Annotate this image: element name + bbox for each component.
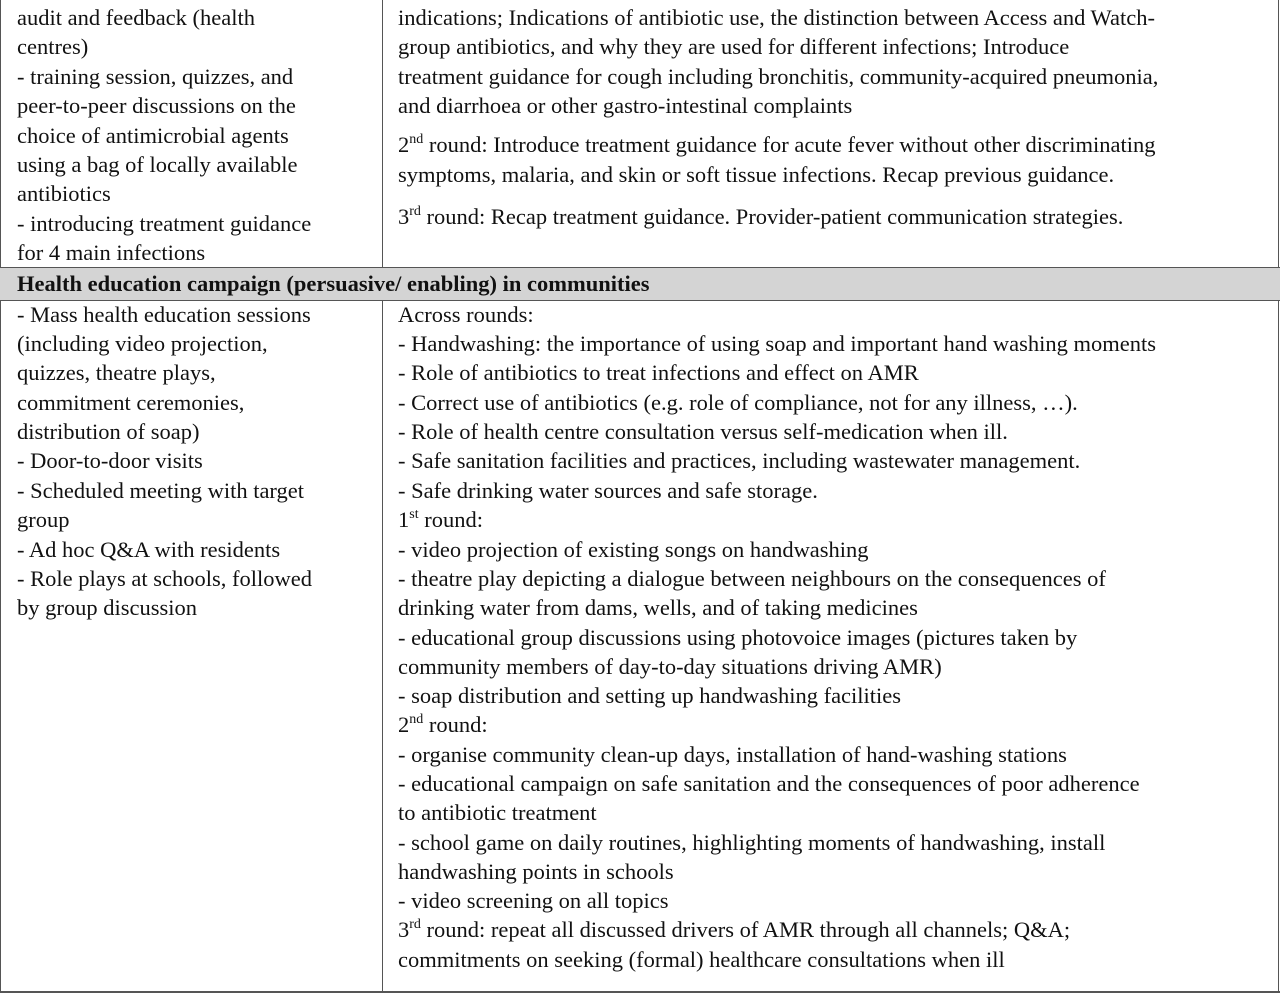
cell-text-line: commitments on seeking (formal) healthcare consultations when ill xyxy=(398,947,1005,972)
cell-text-line: group xyxy=(17,507,70,532)
table-left-border xyxy=(0,0,1,993)
round-2-heading xyxy=(398,710,488,740)
round-ordinal-suffix: nd xyxy=(409,132,424,147)
cell-text-line: audit and feedback (health xyxy=(17,5,256,30)
cell-text-line: choice of antimicrobial agents xyxy=(17,123,289,148)
round-ordinal-suffix: st xyxy=(409,507,419,522)
round-label: round: xyxy=(418,507,483,532)
round-ordinal-suffix: rd xyxy=(409,204,421,219)
column-divider xyxy=(382,0,383,268)
cell-text-line: - Ad hoc Q&A with residents xyxy=(17,537,281,562)
cell-text-line: - educational group discussions using photovoice images (pictures taken by xyxy=(398,625,1078,650)
round-2-line xyxy=(398,130,1156,160)
round-text: round: Introduce treatment guidance for acute fever without other discriminating xyxy=(423,132,1156,157)
cell-text-line: - Safe drinking water sources and safe storage. xyxy=(398,478,818,503)
cell-text-line: by group discussion xyxy=(17,595,197,620)
round-3-line xyxy=(398,915,1070,945)
cell-text-line: - Role of antibiotics to treat infections and effect on AMR xyxy=(398,360,919,385)
cell-text-line: antibiotics xyxy=(17,181,111,206)
cell-text-line: centres) xyxy=(17,34,89,59)
cell-text-line: peer-to-peer discussions on the xyxy=(17,93,296,118)
cell-text-line: - organise community clean-up days, installation of hand-washing stations xyxy=(398,742,1067,767)
table-bottom-border xyxy=(0,991,1280,993)
cell-text-line: indications; Indications of antibiotic use, the distinction between Access and Watch- xyxy=(398,5,1155,30)
cell-text-line: to antibiotic treatment xyxy=(398,800,597,825)
cell-text-line: and diarrhoea or other gastro-intestinal complaints xyxy=(398,93,853,118)
cell-text-line: handwashing points in schools xyxy=(398,859,674,884)
cell-text-line: treatment guidance for cough including bronchitis, community-acquired pneumonia, xyxy=(398,64,1159,89)
cell-text-line: - video projection of existing songs on handwashing xyxy=(398,537,869,562)
cell-text-line: - school game on daily routines, highlighting moments of handwashing, install xyxy=(398,830,1106,855)
cell-text-line: - introducing treatment guidance xyxy=(17,211,312,236)
cell-text-line: for 4 main infections xyxy=(17,240,206,265)
round-number: 2 xyxy=(398,712,410,737)
round-number: 3 xyxy=(398,204,410,229)
cell-text-line: - Role plays at schools, followed xyxy=(17,566,312,591)
cell-text-line: - Mass health education sessions xyxy=(17,302,311,327)
round-ordinal-suffix: nd xyxy=(409,712,424,727)
round-text: round: Recap treatment guidance. Provider-patient communication strategies. xyxy=(420,204,1124,229)
cell-text-line: distribution of soap) xyxy=(17,419,200,444)
cell-text-line: - Correct use of antibiotics (e.g. role of compliance, not for any illness, …). xyxy=(398,390,1078,415)
round-1-heading xyxy=(398,505,483,535)
round-label: round: xyxy=(423,712,488,737)
cell-text-line: - Handwashing: the importance of using soap and important hand washing moments xyxy=(398,331,1156,356)
cell-text-line: (including video projection, xyxy=(17,331,268,356)
round-text: round: repeat all discussed drivers of AMR through all channels; Q&A; xyxy=(420,917,1071,942)
cell-text-line: community members of day-to-day situations driving AMR) xyxy=(398,654,942,679)
round-number: 2 xyxy=(398,132,410,157)
cell-text-line: - theatre play depicting a dialogue between neighbours on the consequences of xyxy=(398,566,1106,591)
cell-text-line: - video screening on all topics xyxy=(398,888,669,913)
cell-text-line: - Door-to-door visits xyxy=(17,448,203,473)
round-number: 1 xyxy=(398,507,410,532)
cell-text-line: - training session, quizzes, and xyxy=(17,64,294,89)
section-header-title: Health education campaign (persuasive/ enabling) in communities xyxy=(17,271,650,296)
round-number: 3 xyxy=(398,917,410,942)
table-right-border xyxy=(1278,0,1279,993)
column-divider xyxy=(382,300,383,992)
round-ordinal-suffix: rd xyxy=(409,917,421,932)
cell-text-line: - Scheduled meeting with target xyxy=(17,478,305,503)
cell-text-line: - soap distribution and setting up handwashing facilities xyxy=(398,683,902,708)
cell-text-line: symptoms, malaria, and skin or soft tissue infections. Recap previous guidance. xyxy=(398,162,1115,187)
round-3-line xyxy=(398,202,1123,232)
cell-text-line: Across rounds: xyxy=(398,302,534,327)
cell-text-line: group antibiotics, and why they are used for different infections; Introduce xyxy=(398,34,1070,59)
cell-text-line: - educational campaign on safe sanitation and the consequences of poor adherence xyxy=(398,771,1140,796)
cell-text-line: using a bag of locally available xyxy=(17,152,298,177)
cell-text-line: - Safe sanitation facilities and practices, including wastewater management. xyxy=(398,448,1081,473)
cell-text-line: drinking water from dams, wells, and of taking medicines xyxy=(398,595,918,620)
cell-text-line: commitment ceremonies, xyxy=(17,390,245,415)
cell-text-line: quizzes, theatre plays, xyxy=(17,360,216,385)
cell-text-line: - Role of health centre consultation versus self-medication when ill. xyxy=(398,419,1008,444)
